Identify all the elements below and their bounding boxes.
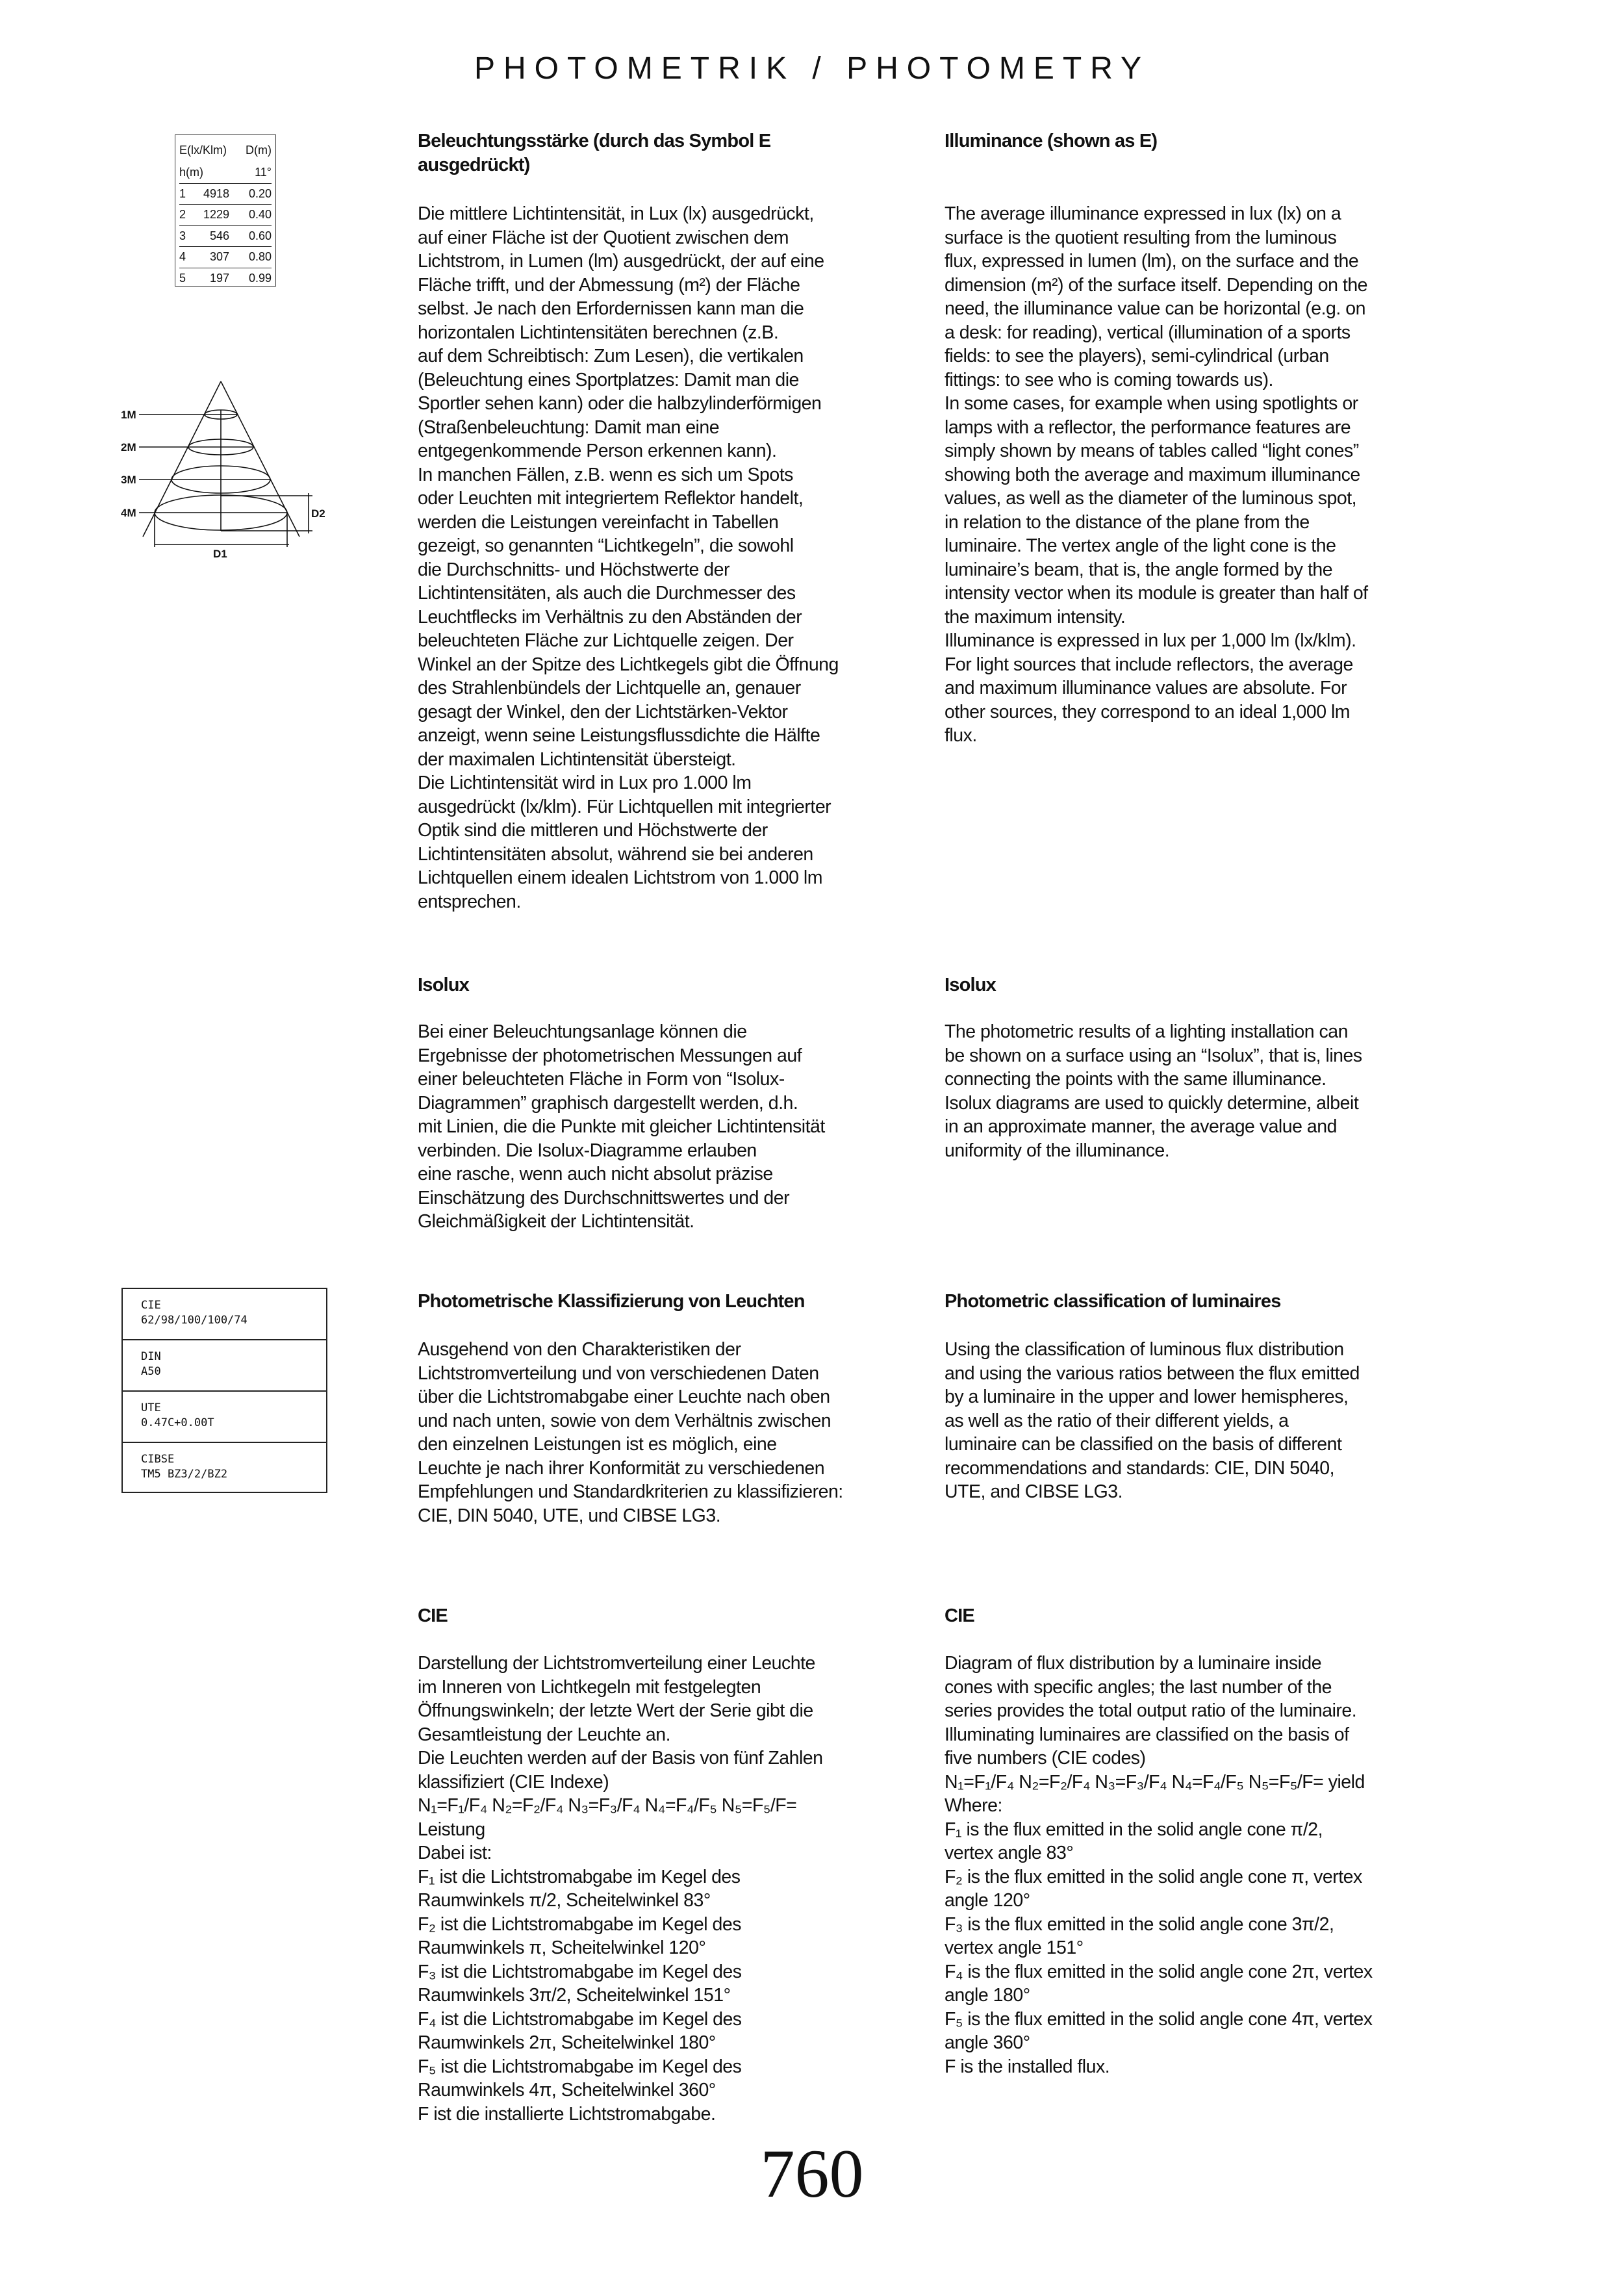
text-line: other sources, they correspond to an ideal 1,000 lm (945, 701, 1351, 722)
heading-line: Photometric classification of luminaires (945, 1291, 1281, 1312)
text-line: Isolux diagrams are used to quickly determine, albeit (945, 1092, 1359, 1114)
classification-value: 62/98/100/100/74 (141, 1314, 247, 1327)
text-line: Raumwinkels 3π/2, Scheitelwinkel 151° (418, 1985, 731, 2006)
text-line: Optik sind die mittleren und Höchstwerte der (418, 820, 768, 841)
text-line: F₁ is the flux emitted in the solid angle cone π/2, (945, 1819, 1323, 1840)
classification-standard: UTE (141, 1401, 161, 1414)
section-body-de (418, 1338, 843, 1527)
text-line: Bei einer Beleuchtungsanlage können die (418, 1021, 747, 1042)
classification-standard: CIBSE (141, 1453, 175, 1466)
text-line: Fläche trifft, und der Abmessung (m²) der Fläche (418, 274, 800, 296)
text-line: intensity vector when its module is greater than half of (945, 583, 1368, 604)
text-line: recommendations and standards: CIE, DIN 5040, (945, 1457, 1335, 1479)
text-line: N₁=F₁/F₄ N₂=F₂/F₄ N₃=F₃/F₄ N₄=F₄/F₅ N₅=F₅/F= (418, 1795, 797, 1816)
header-angle: 11° (255, 166, 272, 179)
text-line: fields: to see the players), semi-cylindrical (urban (945, 346, 1329, 366)
text-line: series provides the total output ratio of the luminaire. (945, 1700, 1357, 1721)
text-line: einer beleuchteten Fläche in Form von “Isolux- (418, 1069, 785, 1090)
cone-right-edge (221, 381, 299, 537)
text-line: entgegenkommende Person erkennen kann). (418, 441, 777, 461)
table-row (179, 205, 272, 226)
page-number: 760 (760, 2136, 864, 2212)
heading-line: Isolux (418, 975, 469, 995)
table-row (179, 226, 272, 248)
illuminance-cell: 546 (209, 229, 229, 242)
table-row (179, 184, 272, 205)
classification-row (123, 1289, 326, 1340)
diameter-cell: 0.80 (248, 250, 272, 264)
text-line: CIE, DIN 5040, UTE, und CIBSE LG3. (418, 1505, 721, 1526)
text-line: Raumwinkels 2π, Scheitelwinkel 180° (418, 2032, 716, 2053)
heading-line: ausgedrückt) (418, 154, 530, 175)
d2-label: D2 (311, 507, 325, 520)
text-line: F₁ ist die Lichtstromabgabe im Kegel des (418, 1866, 741, 1887)
text-line: über die Lichtstromabgabe einer Leuchte nach oben (418, 1386, 830, 1407)
text-line: simply shown by means of tables called “light cones” (945, 441, 1359, 461)
illuminance-cell: 4918 (203, 186, 229, 200)
text-line: Winkel an der Spitze des Lichtkegels gibt die Öffnung (418, 654, 839, 675)
text-line: F₅ is the flux emitted in the solid angle cone 4π, vertex (945, 2008, 1373, 2030)
text-line: werden die Leistungen vereinfacht in Tabellen (418, 511, 779, 533)
diameter-cell: 0.20 (248, 186, 272, 200)
text-line: angle 360° (945, 2032, 1030, 2053)
text-line: luminaire. The vertex angle of the light cone is the (945, 535, 1336, 556)
text-line: Diagrammen” graphisch dargestellt werden, d.h. (418, 1092, 798, 1114)
text-line: connecting the points with the same illuminance. (945, 1069, 1326, 1090)
table-header (179, 135, 272, 162)
text-line: lamps with a reflector, the performance features are (945, 416, 1351, 438)
text-line: Gesamtleistung der Leuchte an. (418, 1724, 670, 1745)
section-body-en (945, 1338, 1360, 1504)
text-line: F₃ is the flux emitted in the solid angle cone 3π/2, (945, 1913, 1334, 1935)
section-body-en (945, 202, 1368, 748)
level-label-1m: 1M (121, 409, 136, 421)
section-body-en (945, 1652, 1373, 2078)
text-line: der maximalen Lichtintensität übersteigt. (418, 748, 736, 770)
diameter-cell: 0.99 (248, 271, 272, 285)
text-line: a desk: for reading), vertical (illumination of a sports (945, 322, 1351, 343)
text-line: Lichtstrom, in Lumen (lm) ausgedrückt, der auf eine (418, 251, 824, 272)
text-line: Illuminating luminaires are classified on the basis of (945, 1724, 1349, 1745)
text-line: fittings: to see who is coming towards us). (945, 369, 1273, 390)
text-line: need, the illuminance value can be horizontal (e.g. on (945, 298, 1365, 319)
text-line: gesagt der Winkel, den der Lichtstärken-Vektor (418, 701, 788, 722)
text-line: entsprechen. (418, 891, 521, 912)
table-subheader (179, 162, 272, 184)
text-line: F₃ ist die Lichtstromabgabe im Kegel des (418, 1961, 742, 1982)
heading-line: Isolux (945, 975, 996, 995)
text-line: The photometric results of a lighting installation can (945, 1021, 1348, 1042)
text-line: F₄ is the flux emitted in the solid angle cone 2π, vertex (945, 1961, 1373, 1982)
header-diameter: D(m) (246, 143, 272, 157)
text-line: luminaire’s beam, that is, the angle formed by the (945, 559, 1333, 580)
page-title: PHOTOMETRIK / PHOTOMETRY (474, 51, 1150, 86)
text-line: Darstellung der Lichtstromverteilung einer Leuchte (418, 1653, 815, 1674)
diameter-cell: 0.40 (248, 208, 272, 222)
section-body-en (945, 1020, 1362, 1162)
text-line: showing both the average and maximum illuminance (945, 464, 1360, 485)
text-line: Illuminance is expressed in lux per 1,000 lm (lx/klm). (945, 630, 1356, 651)
classification-box (121, 1288, 327, 1493)
text-line: beleuchteten Fläche zur Lichtquelle zeigen. Der (418, 630, 794, 651)
text-line: Die mittlere Lichtintensität, in Lux (lx) ausgedrückt, (418, 203, 814, 224)
text-line: Gleichmäßigkeit der Lichtintensität. (418, 1211, 694, 1232)
text-line: F ist die installierte Lichtstromabgabe. (418, 2103, 716, 2125)
table-row (179, 247, 272, 268)
text-line: Ergebnisse der photometrischen Messungen auf (418, 1045, 802, 1066)
text-line: (Beleuchtung eines Sportplatzes: Damit man die (418, 369, 799, 390)
text-line: F₂ ist die Lichtstromabgabe im Kegel des (418, 1913, 741, 1935)
text-line: Ausgehend von den Charakteristiken der (418, 1339, 741, 1360)
text-line: gezeigt, so genannten “Lichtkegeln”, die sowohl (418, 535, 794, 556)
text-line: and maximum illuminance values are absolute. For (945, 678, 1347, 698)
text-line: Leistung (418, 1819, 485, 1840)
heading-line: Beleuchtungsstärke (durch das Symbol E (418, 131, 771, 151)
text-line: Einschätzung des Durchschnittswertes und der (418, 1187, 790, 1208)
text-line: Sportler sehen kann) oder die halbzylinderförmigen (418, 393, 822, 414)
text-line: eine rasche, wenn auch nicht absolut präzise (418, 1164, 773, 1184)
classification-row (123, 1340, 326, 1392)
illuminance-cell: 307 (209, 250, 229, 264)
classification-row (123, 1392, 326, 1443)
section-heading-de (418, 129, 770, 177)
text-line: im Inneren von Lichtkegeln mit festgelegten (418, 1676, 761, 1698)
height-cell: 1 (179, 186, 186, 200)
text-line: five numbers (CIE codes) (945, 1748, 1146, 1769)
section-body-de (418, 202, 839, 913)
d1-label: D1 (213, 548, 227, 560)
section-body-de (418, 1020, 825, 1234)
text-line: vertex angle 151° (945, 1937, 1084, 1958)
level-label-3m: 3M (121, 474, 136, 486)
text-line: flux, expressed in lumen (lm), on the surface and the (945, 251, 1359, 272)
text-line: F₂ is the flux emitted in the solid angle cone π, vertex (945, 1866, 1362, 1887)
section-heading-en (945, 973, 996, 997)
text-line: verbinden. Die Isolux-Diagramme erlauben (418, 1140, 757, 1161)
text-line: Raumwinkels 4π, Scheitelwinkel 360° (418, 2080, 716, 2101)
section-heading-de (418, 973, 469, 997)
text-line: F is the installed flux. (945, 2056, 1110, 2077)
section-heading-en (945, 129, 1157, 153)
text-line: Diagram of flux distribution by a luminaire inside (945, 1653, 1322, 1674)
text-line: klassifiziert (CIE Indexe) (418, 1771, 609, 1793)
text-line: Die Lichtintensität wird in Lux pro 1.000 lm (418, 773, 752, 793)
text-line: Die Leuchten werden auf der Basis von fünf Zahlen (418, 1748, 823, 1769)
text-line: Lichtstromverteilung und von verschiedenen Daten (418, 1362, 819, 1384)
height-cell: 5 (179, 271, 186, 285)
text-line: auf einer Fläche ist der Quotient zwischen dem (418, 227, 789, 248)
heading-line: Photometrische Klassifizierung von Leuchten (418, 1291, 805, 1312)
text-line: Empfehlungen und Standardkriterien zu klassifizieren: (418, 1481, 843, 1502)
classification-value: A50 (141, 1365, 161, 1378)
classification-row (123, 1443, 326, 1494)
table-row (179, 268, 272, 289)
text-line: Lichtquellen einem idealen Lichtstrom von 1.000 lm (418, 867, 822, 888)
text-line: ausgedrückt (lx/klm). Für Lichtquellen mit integrierter (418, 796, 831, 817)
text-line: selbst. Je nach den Erfordernissen kann man die (418, 298, 804, 319)
text-line: values, as well as the diameter of the luminous spot, (945, 488, 1357, 509)
text-line: anzeigt, wenn seine Leistungsflussdichte die Hälfte (418, 725, 820, 746)
text-line: In some cases, for example when using spotlights or (945, 393, 1358, 414)
text-line: uniformity of the illuminance. (945, 1140, 1170, 1161)
text-line: vertex angle 83° (945, 1843, 1074, 1863)
height-cell: 4 (179, 250, 186, 264)
level-label-4m: 4M (121, 507, 136, 519)
text-line: The average illuminance expressed in lux (lx) on a (945, 203, 1341, 224)
illuminance-cell: 1229 (203, 208, 229, 222)
height-cell: 3 (179, 229, 186, 242)
illuminance-table (175, 134, 276, 287)
text-line: flux. (945, 725, 977, 746)
text-line: in relation to the distance of the plane from the (945, 511, 1310, 533)
text-line: For light sources that include reflectors, the average (945, 654, 1353, 675)
section-heading-de (418, 1604, 448, 1628)
text-line: Raumwinkels π, Scheitelwinkel 120° (418, 1937, 706, 1958)
section-heading-en (945, 1604, 974, 1628)
text-line: In manchen Fällen, z.B. wenn es sich um Spots (418, 464, 793, 485)
text-line: and using the various ratios between the flux emitted (945, 1362, 1360, 1384)
height-cell: 2 (179, 208, 186, 222)
text-line: as well as the ratio of their different yields, a (945, 1410, 1289, 1431)
text-line: Leuchte je nach ihrer Konformität zu verschiedenen (418, 1457, 825, 1479)
text-line: auf dem Schreibtisch: Zum Lesen), die vertikalen (418, 346, 804, 366)
text-line: dimension (m²) of the surface itself. Depending on the (945, 274, 1368, 296)
text-line: F₅ ist die Lichtstromabgabe im Kegel des (418, 2056, 742, 2077)
text-line: by a luminaire in the upper and lower hemispheres, (945, 1386, 1349, 1407)
level-label-2m: 2M (121, 441, 136, 454)
text-line: horizontalen Lichtintensitäten berechnen (z.B. (418, 322, 779, 343)
light-cone-diagram (117, 377, 338, 572)
text-line: mit Linien, die die Punkte mit gleicher Lichtintensität (418, 1116, 825, 1137)
text-line: UTE, and CIBSE LG3. (945, 1481, 1123, 1502)
text-line: Lichtintensitäten, als auch die Durchmesser des (418, 583, 796, 604)
text-line: F₄ ist die Lichtstromabgabe im Kegel des (418, 2008, 742, 2030)
text-line: luminaire can be classified on the basis of different (945, 1434, 1342, 1455)
header-height: h(m) (179, 166, 203, 179)
text-line: die Durchschnitts- und Höchstwerte der (418, 559, 730, 580)
text-line: Using the classification of luminous flux distribution (945, 1339, 1344, 1360)
classification-value: TM5 BZ3/2/BZ2 (141, 1468, 228, 1481)
text-line: Leuchtflecks im Verhältnis zu den Abständen der (418, 606, 802, 628)
section-heading-en (945, 1290, 1281, 1314)
heading-line: Illuminance (shown as E) (945, 131, 1158, 151)
text-line: cones with specific angles; the last number of the (945, 1676, 1332, 1698)
text-line: Öffnungswinkeln; der letzte Wert der Serie gibt die (418, 1700, 813, 1721)
text-line: surface is the quotient resulting from the luminous (945, 227, 1337, 248)
text-line: angle 180° (945, 1985, 1030, 2006)
heading-line: CIE (418, 1605, 448, 1626)
diameter-cell: 0.60 (248, 229, 272, 242)
text-line: (Straßenbeleuchtung: Damit man eine (418, 416, 720, 438)
text-line: Dabei ist: (418, 1843, 492, 1863)
text-line: den einzelnen Leistungen ist es möglich, eine (418, 1434, 777, 1455)
text-line: be shown on a surface using an “Isolux”, that is, lines (945, 1045, 1362, 1066)
illuminance-cell: 197 (209, 271, 229, 285)
section-heading-de (418, 1290, 805, 1314)
text-line: des Strahlenbündels der Lichtquelle an, genauer (418, 678, 801, 698)
text-line: Raumwinkels π/2, Scheitelwinkel 83° (418, 1890, 711, 1911)
text-line: Lichtintensitäten absolut, während sie bei anderen (418, 843, 813, 865)
text-line: angle 120° (945, 1890, 1030, 1911)
text-line: Where: (945, 1795, 1002, 1816)
text-line: und nach unten, sowie von dem Verhältnis zwischen (418, 1410, 831, 1431)
classification-standard: CIE (141, 1299, 161, 1312)
section-body-de (418, 1652, 823, 2126)
heading-line: CIE (945, 1605, 974, 1626)
text-line: in an approximate manner, the average value and (945, 1116, 1337, 1137)
classification-value: 0.47C+0.00T (141, 1416, 214, 1429)
header-illuminance: E(lx/Klm) (179, 143, 227, 157)
text-line: N₁=F₁/F₄ N₂=F₂/F₄ N₃=F₃/F₄ N₄=F₄/F₅ N₅=F₅/F= yield (945, 1771, 1365, 1793)
text-line: oder Leuchten mit integriertem Reflektor handelt, (418, 488, 804, 509)
text-line: the maximum intensity. (945, 606, 1126, 628)
classification-standard: DIN (141, 1350, 161, 1363)
